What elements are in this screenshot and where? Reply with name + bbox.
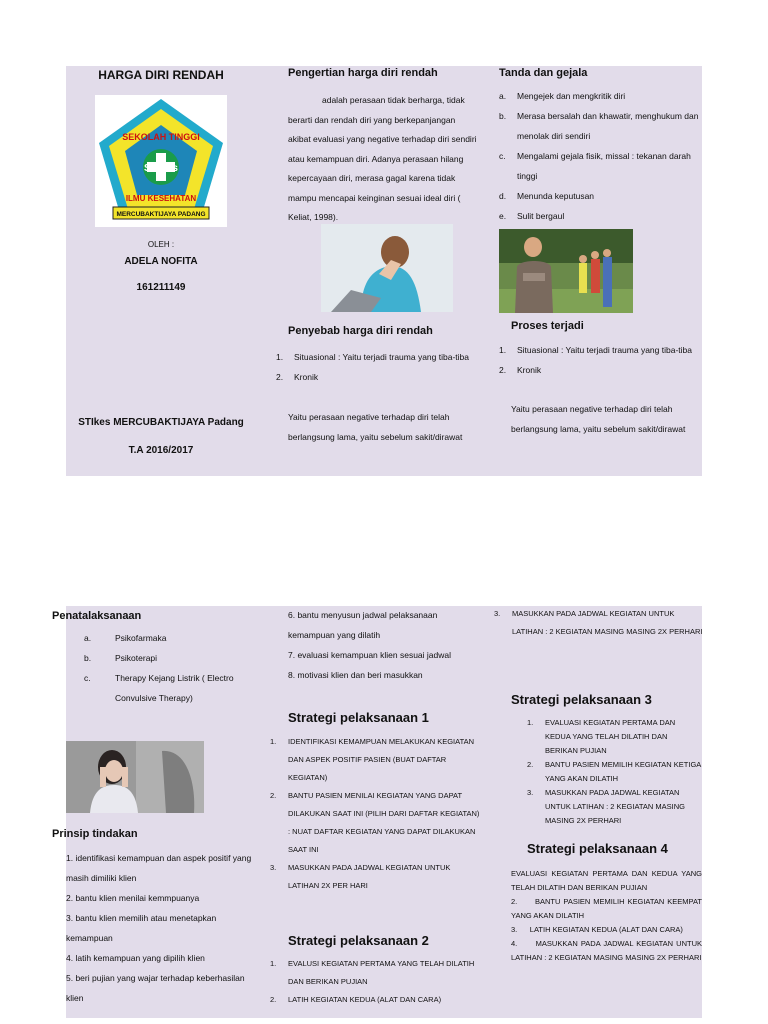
sp1-item: 3. MASUKKAN PADA JADWAL KEGIATAN UNTUK LATIHAN 2X PER HARI xyxy=(270,863,451,890)
principle-list xyxy=(66,848,260,1008)
heading-penatalaksanaan: Penatalaksanaan xyxy=(52,610,142,622)
principle-item: 6. bantu menyusun jadwal pelaksanaan kemampuan yang dilatih xyxy=(288,610,438,640)
sp4-intro: EVALUASI KEGIATAN PERTAMA DAN KEDUA YANG TELAH DILATIH DAN BERIKAN PUJIAN xyxy=(511,869,702,892)
sp2-list xyxy=(270,955,480,1009)
principle-item: 3. bantu klien memilih atau menetapkan kemampuan xyxy=(66,913,217,943)
heading-prinsip: Prinsip tindakan xyxy=(52,828,138,840)
sp3-item: 1. EVALUASI KEGIATAN PERTAMA DAN KEDUA YANG TELAH DILATIH DAN BERIKAN PUJIAN xyxy=(527,718,676,755)
principle-item: 7. evaluasi kemampuan klien sesuai jadwal xyxy=(288,650,452,660)
sp3-list xyxy=(527,716,701,828)
treatment-list xyxy=(84,628,260,708)
distressed-woman-photo xyxy=(66,741,204,813)
heading-sp4: Strategi pelaksanaan 4 xyxy=(527,841,668,856)
sp2-item: 1. EVALUSI KEGIATAN PERTAMA YANG TELAH DILATIH DAN BERIKAN PUJIAN xyxy=(270,959,475,986)
treatment-item: a. Psikofarmaka xyxy=(84,633,167,643)
author-name: ADELA NOFITA xyxy=(124,256,198,267)
heading-pengertian: Pengertian harga diri rendah xyxy=(288,67,438,79)
treatment-item: c. Therapy Kejang Listrik ( Electro Convulsive Therapy) xyxy=(84,673,234,703)
sp2-item: 3. MASUKKAN PADA JADWAL KEGIATAN UNTUK LATIHAN : 2 KEGIATAN MASING MASING 2X PERHARI xyxy=(494,609,703,636)
principle-item: 4. latih kemampuan yang dipilih klien xyxy=(66,953,205,963)
principle-item: 1. identifikasi kemampuan dan aspek positif yang masih dimiliki klien xyxy=(66,853,252,883)
process-kronik-desc: Yaitu perasaan negative terhadap diri telah berlangsung lama, yaitu sebelum sakit/dirawat xyxy=(511,404,686,434)
oleh-label: OLEH : xyxy=(147,240,175,249)
sp4-item: 4. MASUKKAN PADA JADWAL KEGIATAN UNTUK LATIHAN : 2 KEGIATAN MASING MASING 2X PERHARI xyxy=(511,939,702,962)
sp1-item: 1. IDENTIFIKASI KEMAMPUAN MELAKUKAN KEGIATAN DAN ASPEK POSITIF PASIEN (BUAT DAFTAR KEGIATAN) xyxy=(270,737,475,782)
heading-sp1: Strategi pelaksanaan 1 xyxy=(288,710,429,725)
principle-list-cont xyxy=(288,605,484,685)
heading-sp2: Strategi pelaksanaan 2 xyxy=(288,933,429,948)
sp4-item: 3. LATIH KEGIATAN KEDUA (ALAT DAN CARA) xyxy=(511,925,683,934)
sp4-item: 2. BANTU PASIEN MEMILIH KEGIATAN KEEMPAT YANG AKAN DILATIH xyxy=(511,897,702,920)
institution: STIkes MERCUBAKTIJAYA Padang xyxy=(78,417,244,428)
principle-item: 5. beri pujian yang wajar terhadap keberhasilan klien xyxy=(66,973,245,1003)
sp3-item: 3. MASUKKAN PADA JADWAL KEGIATAN UNTUK LATIHAN : 2 KEGIATAN MASING MASING 2X PERHARI xyxy=(527,788,686,825)
bullied-boy-photo xyxy=(499,229,633,313)
signs-list xyxy=(499,86,699,226)
sad-woman-photo xyxy=(321,224,453,312)
sp2-list-cont xyxy=(494,605,704,641)
process-list xyxy=(499,340,699,380)
definition-text: adalah perasaan tidak berharga, tidak berarti dan rendah diri yang berkepanjangan akibat evaluasi yang negative terhadap diri sendiri atau kemampuan diri. Adanya perasaan hilang kepercayaan diri, merasa gagal karena tidak mampu mencapai keinginan sesuai ideal diri ( Keliat, 1998). xyxy=(288,95,477,222)
sp3-item: 2. BANTU PASIEN MEMILIH KEGIATAN KETIGA YANG AKAN DILATIH xyxy=(527,760,701,783)
logo-banner: MERCUBAKTIJAYA PADANG xyxy=(116,211,206,218)
sign-item: e. Sulit bergaul xyxy=(499,211,565,221)
academic-year: T.A 2016/2017 xyxy=(128,445,194,456)
author-nim: 161211149 xyxy=(136,282,186,293)
process-item: 1. Situasional : Yaitu terjadi trauma yang tiba-tiba xyxy=(499,345,692,355)
kronik-desc: Yaitu perasaan negative terhadap diri telah berlangsung lama, yaitu sebelum sakit/dirawat xyxy=(288,412,463,442)
sign-item: d. Menunda keputusan xyxy=(499,191,595,201)
sign-item: c. Mengalami gejala fisik, missal : tekanan darah tinggi xyxy=(499,151,691,181)
sp4-list xyxy=(511,895,702,965)
cause-item: 2. Kronik xyxy=(276,372,319,382)
sign-item: b. Merasa bersalah dan khawatir, menghukum dan menolak diri sendiri xyxy=(499,111,699,141)
heading-tanda: Tanda dan gejala xyxy=(499,67,588,79)
cause-item: 1. Situasional : Yaitu terjadi trauma yang tiba-tiba xyxy=(276,352,469,362)
logo-center-text: STIKes xyxy=(144,163,178,174)
sign-item: a. Mengejek dan mengkritik diri xyxy=(499,91,626,101)
principle-item: 2. bantu klien menilai kemmpuanya xyxy=(66,893,200,903)
process-item: 2. Kronik xyxy=(499,365,542,375)
logo-arc-top: SEKOLAH TINGGI xyxy=(122,132,200,142)
leaflet-title: HARGA DIRI RENDAH xyxy=(98,68,224,82)
heading-proses: Proses terjadi xyxy=(511,320,584,332)
heading-penyebab: Penyebab harga diri rendah xyxy=(288,325,433,337)
sp1-item: 2. BANTU PASIEN MENILAI KEGIATAN YANG DAPAT DILAKUKAN SAAT INI (PILIH DARI DAFTAR KEGIATAN) : NUAT DAFTAR KEGIATAN YANG DAPAT DILAKUKAN SAAT INI xyxy=(270,791,480,854)
heading-sp3: Strategi pelaksanaan 3 xyxy=(511,692,652,707)
sp1-list xyxy=(270,733,480,895)
treatment-item: b. Psikoterapi xyxy=(84,653,158,663)
principle-item: 8. motivasi klien dan beri masukkan xyxy=(288,670,423,680)
causes-list xyxy=(276,347,476,387)
sp2-item: 2. LATIH KEGIATAN KEDUA (ALAT DAN CARA) xyxy=(270,995,442,1004)
logo-arc-bottom: ILMU KESEHATAN xyxy=(125,194,197,203)
stikes-logo xyxy=(95,95,227,227)
